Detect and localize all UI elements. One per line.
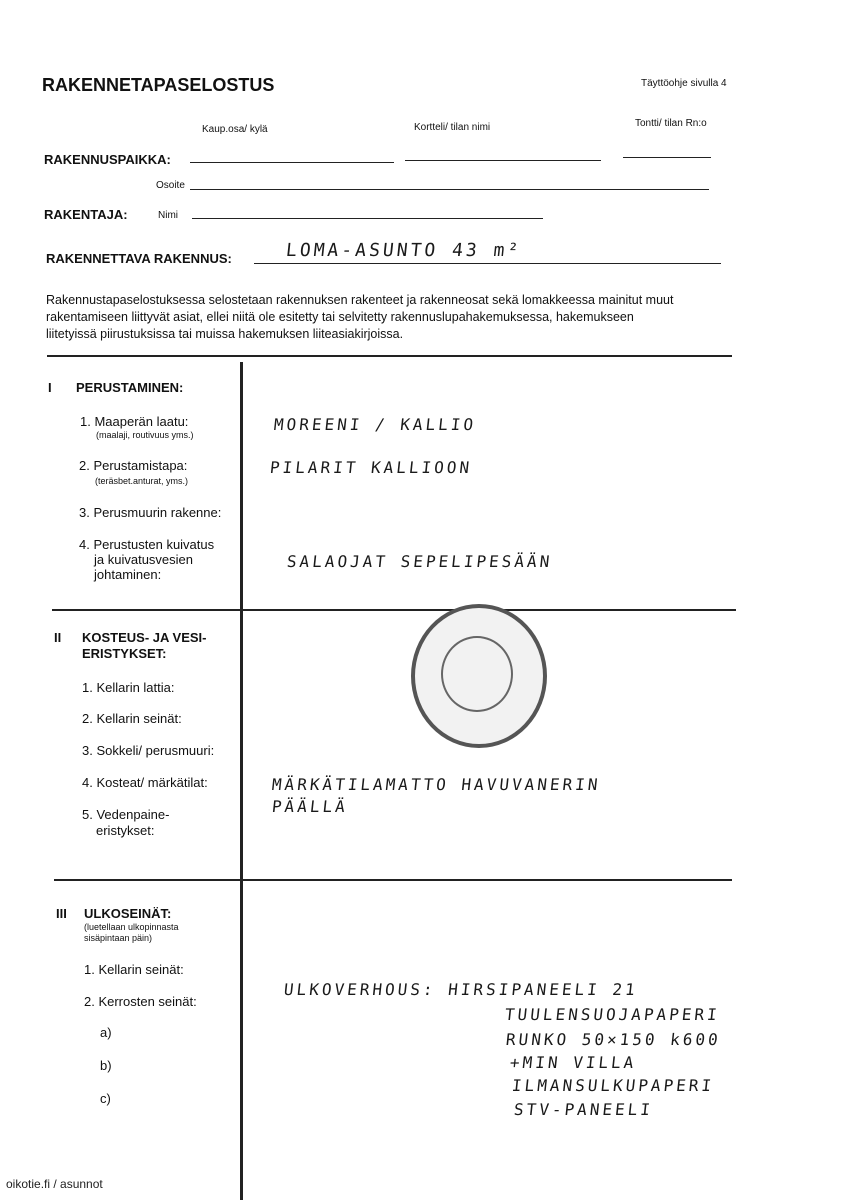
- section-3-value-line-3: RUNKO 50×150 k600: [505, 1030, 722, 1049]
- table-divider-top: [47, 355, 732, 357]
- rakennuspaikka-kortteli-field[interactable]: [405, 160, 601, 161]
- osoite-field[interactable]: [190, 189, 709, 190]
- rakennettava-rakennus-value: LOMA-ASUNTO 43 m²: [284, 240, 523, 261]
- section-1-item-2-label: 2. Perustamistapa:: [79, 458, 188, 473]
- section-2-item-4-value-line-1: MÄRKÄTILAMATTO HAVUVANERIN: [271, 775, 602, 794]
- section-1-item-2-value: PILARIT KALLIOON: [269, 458, 474, 477]
- nimi-label: Nimi: [158, 210, 178, 221]
- section-2-item-5-line-1: 5. Vedenpaine-: [82, 807, 170, 822]
- rakentaja-nimi-field[interactable]: [192, 218, 543, 219]
- section-3-value-line-5: ILMANSULKUPAPERI: [511, 1076, 716, 1095]
- rakennettava-rakennus-label: RAKENNETTAVA RAKENNUS:: [46, 251, 232, 266]
- section-3-sub-a: a): [100, 1025, 112, 1040]
- section-3-value-line-4: +MIN VILLA: [509, 1053, 638, 1072]
- section-1-numeral: I: [48, 380, 52, 395]
- section-2-numeral: II: [54, 630, 62, 645]
- section-1-item-2-note: (teräsbet.anturat, yms.): [95, 476, 189, 486]
- stamp-emblem-icon: [441, 636, 513, 712]
- section-3-note-line-2: sisäpintaan päin): [84, 933, 153, 943]
- section-2-item-1-label: 1. Kellarin lattia:: [82, 680, 175, 695]
- intro-line-1: Rakennustapaselostuksessa selostetaan rakennuksen rakenteet ja rakenneosat sekä lomakkeessa mainitut muut: [46, 293, 674, 307]
- section-1-title: PERUSTAMINEN:: [76, 380, 184, 395]
- section-2-item-2-label: 2. Kellarin seinät:: [82, 711, 182, 726]
- section-1-item-4-line-2: ja kuivatusvesien: [94, 552, 193, 567]
- section-1-item-1-value: MOREENI / KALLIO: [273, 415, 478, 434]
- table-column-divider: [240, 362, 243, 1200]
- section-3-item-1-label: 1. Kellarin seinät:: [84, 962, 184, 977]
- rakentaja-label: RAKENTAJA:: [44, 207, 128, 222]
- table-divider-section-3: [54, 879, 732, 881]
- section-1-item-4-line-1: 4. Perustusten kuivatus: [79, 537, 215, 552]
- section-2-title-line-2: ERISTYKSET:: [82, 646, 167, 661]
- rakennettava-rakennus-field[interactable]: [254, 263, 721, 264]
- section-2-item-4-label: 4. Kosteat/ märkätilat:: [82, 775, 208, 790]
- section-2-item-4-value-line-2: PÄÄLLÄ: [271, 797, 349, 816]
- section-1-item-1-label: 1. Maaperän laatu:: [80, 414, 189, 429]
- section-3-item-2-label: 2. Kerrosten seinät:: [84, 994, 197, 1009]
- column-caption-kortteli: Kortteli/ tilan nimi: [414, 122, 491, 133]
- osoite-label: Osoite: [156, 180, 185, 191]
- section-2-item-3-label: 3. Sokkeli/ perusmuuri:: [82, 743, 215, 758]
- section-3-value-line-6: STV-PANEELI: [513, 1100, 654, 1119]
- section-3-value-line-2: TUULENSUOJAPAPERI: [504, 1005, 721, 1024]
- page-title: RAKENNETAPASELOSTUS: [42, 75, 275, 95]
- city-building-control-stamp: [411, 604, 547, 748]
- rakennuspaikka-kaupunginosa-field[interactable]: [190, 162, 394, 163]
- rakennuspaikka-tontti-field[interactable]: [623, 157, 711, 158]
- instruction-note: Täyttöohje sivulla 4: [641, 78, 727, 89]
- rakennuspaikka-label: RAKENNUSPAIKKA:: [44, 152, 171, 167]
- table-divider-section-2: [52, 609, 736, 611]
- section-3-title: ULKOSEINÄT:: [84, 906, 172, 921]
- column-caption-tontti: Tontti/ tilan Rn:o: [635, 118, 707, 129]
- section-1-item-4-value: SALAOJAT SEPELIPESÄÄN: [286, 552, 554, 571]
- section-3-numeral: III: [56, 906, 67, 921]
- section-3-note-line-1: (luetellaan ulkopinnasta: [84, 922, 179, 932]
- intro-line-2: rakentamiseen liittyvät asiat, ellei niitä ole esitetty tai selvitetty rakennuslupahakemuksessa, hakemukseen: [46, 310, 634, 324]
- column-caption-kaupunginosa: Kaup.osa/ kylä: [202, 124, 268, 135]
- section-1-item-4-line-3: johtaminen:: [94, 567, 162, 582]
- section-2-item-5-line-2: eristykset:: [96, 823, 155, 838]
- intro-line-3: liitetyissä piirustuksissa tai muissa hakemuksen liiteasiakirjoissa.: [46, 327, 404, 341]
- section-1-item-3-label: 3. Perusmuurin rakenne:: [79, 505, 222, 520]
- section-3-sub-c: c): [100, 1091, 111, 1106]
- watermark-label: oikotie.fi / asunnot: [6, 1177, 103, 1191]
- section-3-value-line-1: ULKOVERHOUS: HIRSIPANEELI 21: [283, 980, 639, 999]
- section-1-item-1-note: (maalaji, routivuus yms.): [96, 430, 194, 440]
- section-3-sub-b: b): [100, 1058, 112, 1073]
- section-2-title-line-1: KOSTEUS- JA VESI-: [82, 630, 207, 645]
